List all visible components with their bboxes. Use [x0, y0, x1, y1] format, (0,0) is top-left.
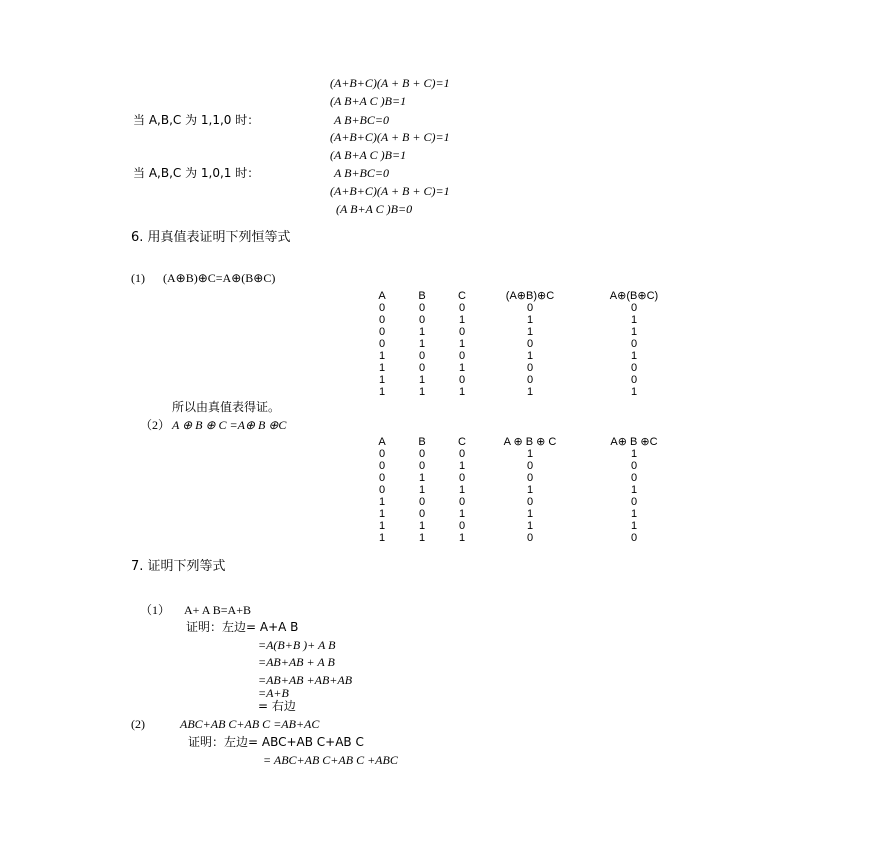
- table-cell: 0: [526, 472, 534, 484]
- table-cell: 0: [458, 374, 466, 386]
- table-cell: 1: [526, 386, 534, 398]
- table-cell: 0: [418, 314, 426, 326]
- table-cell: 0: [526, 374, 534, 386]
- case-label: 当 A,B,C 为 1,1,0 时：: [133, 113, 260, 127]
- table-cell: 0: [630, 302, 638, 314]
- table-cell: 0: [458, 448, 466, 460]
- part-label: (2): [131, 717, 145, 731]
- equation-line: (A+B+C)(A + B + C)=1: [330, 76, 450, 90]
- table-cell: 1: [378, 362, 386, 374]
- equation-line: (A+B+C)(A + B + C)=1: [330, 184, 450, 198]
- table-row: [372, 302, 712, 314]
- table-cell: 0: [378, 302, 386, 314]
- table-cell: 0: [378, 448, 386, 460]
- proof-line: = ABC+AB C+AB C +ABC: [263, 753, 398, 767]
- table-cell: 0: [378, 472, 386, 484]
- table-cell: 1: [418, 338, 426, 350]
- equation-line: (A B+A C )B=1: [330, 148, 407, 162]
- table-cell: 1: [630, 484, 638, 496]
- table-cell: 1: [526, 520, 534, 532]
- table-cell: 1: [418, 484, 426, 496]
- table-cell: 1: [526, 448, 534, 460]
- table-cell: 0: [418, 448, 426, 460]
- table-header-row: [372, 290, 712, 302]
- table-cell: 1: [378, 386, 386, 398]
- table-header-cell: A⊕(B⊕C): [609, 290, 659, 302]
- table-cell: 1: [418, 326, 426, 338]
- conclusion-text: 所以由真值表得证。: [172, 400, 281, 414]
- table-cell: 1: [378, 532, 386, 544]
- table-cell: 0: [526, 532, 534, 544]
- table-cell: 1: [378, 350, 386, 362]
- part-label: (1): [131, 271, 145, 285]
- table-row: [372, 350, 712, 362]
- table-cell: 0: [630, 374, 638, 386]
- table-cell: 0: [526, 460, 534, 472]
- table-header-row: [372, 436, 712, 448]
- table-cell: 0: [378, 314, 386, 326]
- table-cell: 1: [630, 326, 638, 338]
- table-row: [372, 338, 712, 350]
- table-row: [372, 532, 712, 544]
- table-row: [372, 496, 712, 508]
- table-row: [372, 520, 712, 532]
- table-cell: 1: [630, 350, 638, 362]
- table-cell: 0: [630, 460, 638, 472]
- table-cell: 1: [378, 496, 386, 508]
- table-row: [372, 472, 712, 484]
- identity-formula: (A⊕B)⊕C=A⊕(B⊕C): [163, 271, 276, 285]
- table-cell: 0: [630, 532, 638, 544]
- section-heading: 6. 用真值表证明下列恒等式: [131, 230, 291, 245]
- table-cell: 1: [630, 314, 638, 326]
- proof-line: 证明：左边= ABC+AB C+AB C: [188, 735, 364, 749]
- table-cell: 0: [418, 350, 426, 362]
- table-cell: 1: [526, 326, 534, 338]
- table-cell: 0: [526, 338, 534, 350]
- table-header-cell: A: [378, 290, 386, 302]
- equation-line: (A B+A C )B=1: [330, 94, 407, 108]
- equation-line: (A B+A C )B=0: [336, 202, 413, 216]
- table-header-cell: B: [418, 290, 426, 302]
- table-cell: 1: [630, 520, 638, 532]
- table-cell: 0: [378, 484, 386, 496]
- table-cell: 0: [526, 362, 534, 374]
- table-cell: 1: [458, 314, 466, 326]
- truth-table-2: [372, 436, 712, 546]
- table-row: [372, 362, 712, 374]
- table-cell: 0: [630, 338, 638, 350]
- table-cell: 0: [526, 496, 534, 508]
- table-cell: 0: [378, 460, 386, 472]
- table-cell: 1: [458, 338, 466, 350]
- proof-line: =A+B: [258, 686, 289, 700]
- table-header-cell: (A⊕B)⊕C: [505, 290, 555, 302]
- table-cell: 0: [418, 302, 426, 314]
- table-cell: 1: [458, 484, 466, 496]
- table-cell: 0: [418, 508, 426, 520]
- table-cell: 0: [418, 362, 426, 374]
- case-label: 当 A,B,C 为 1,0,1 时：: [133, 166, 260, 180]
- table-cell: 1: [378, 374, 386, 386]
- table-cell: 1: [378, 508, 386, 520]
- equation-line: (A+B+C)(A + B + C)=1: [330, 130, 450, 144]
- table-row: [372, 326, 712, 338]
- table-cell: 0: [630, 472, 638, 484]
- table-cell: 1: [458, 362, 466, 374]
- table-cell: 1: [418, 472, 426, 484]
- equation-formula: ABC+AB C+AB C =AB+AC: [180, 717, 320, 731]
- table-header-cell: C: [458, 290, 466, 302]
- table-cell: 1: [458, 460, 466, 472]
- table-cell: 1: [418, 386, 426, 398]
- table-header-cell: B: [418, 436, 426, 448]
- table-cell: 1: [630, 386, 638, 398]
- table-cell: 0: [418, 460, 426, 472]
- identity-formula: A ⊕ B ⊕ C =A⊕ B ⊕C: [172, 418, 287, 432]
- proof-line: =A(B+B )+ A B: [258, 638, 336, 652]
- table-cell: 0: [630, 496, 638, 508]
- table-cell: 1: [418, 520, 426, 532]
- equation-formula: A+ A B=A+B: [184, 603, 251, 617]
- table-cell: 0: [458, 350, 466, 362]
- table-cell: 1: [418, 532, 426, 544]
- table-cell: 1: [418, 374, 426, 386]
- table-cell: 1: [458, 532, 466, 544]
- table-header-cell: C: [458, 436, 466, 448]
- table-cell: 0: [378, 326, 386, 338]
- table-row: [372, 314, 712, 326]
- table-cell: 0: [418, 496, 426, 508]
- part-label: （1）: [140, 603, 171, 617]
- table-header-cell: A⊕ B ⊕C: [610, 436, 658, 448]
- table-cell: 1: [526, 508, 534, 520]
- table-cell: 1: [458, 386, 466, 398]
- equation-line: A B+BC=0: [334, 166, 389, 180]
- part-label: （2）: [140, 418, 171, 432]
- table-cell: 0: [526, 302, 534, 314]
- table-row: [372, 484, 712, 496]
- table-cell: 0: [458, 302, 466, 314]
- truth-table-1: [372, 290, 712, 400]
- table-cell: 1: [630, 448, 638, 460]
- table-cell: 1: [630, 508, 638, 520]
- table-header-cell: A: [378, 436, 386, 448]
- proof-line: =AB+AB + A B: [258, 655, 335, 669]
- proof-line: 证明：左边= A+A B: [186, 620, 299, 634]
- table-row: [372, 448, 712, 460]
- table-cell: 1: [526, 484, 534, 496]
- table-cell: 0: [378, 338, 386, 350]
- equation-line: A B+BC=0: [334, 113, 389, 127]
- table-cell: 1: [378, 520, 386, 532]
- table-row: [372, 374, 712, 386]
- table-cell: 1: [458, 508, 466, 520]
- section-heading: 7. 证明下列等式: [131, 559, 226, 574]
- table-row: [372, 460, 712, 472]
- table-cell: 1: [526, 314, 534, 326]
- table-cell: 0: [630, 362, 638, 374]
- table-cell: 0: [458, 326, 466, 338]
- table-cell: 0: [458, 520, 466, 532]
- table-row: [372, 386, 712, 398]
- table-row: [372, 508, 712, 520]
- proof-line: =AB+AB +AB+AB: [258, 673, 353, 687]
- table-cell: 0: [458, 496, 466, 508]
- table-header-cell: A ⊕ B ⊕ C: [503, 436, 557, 448]
- proof-line: = 右边: [258, 699, 296, 713]
- table-cell: 1: [526, 350, 534, 362]
- table-cell: 0: [458, 472, 466, 484]
